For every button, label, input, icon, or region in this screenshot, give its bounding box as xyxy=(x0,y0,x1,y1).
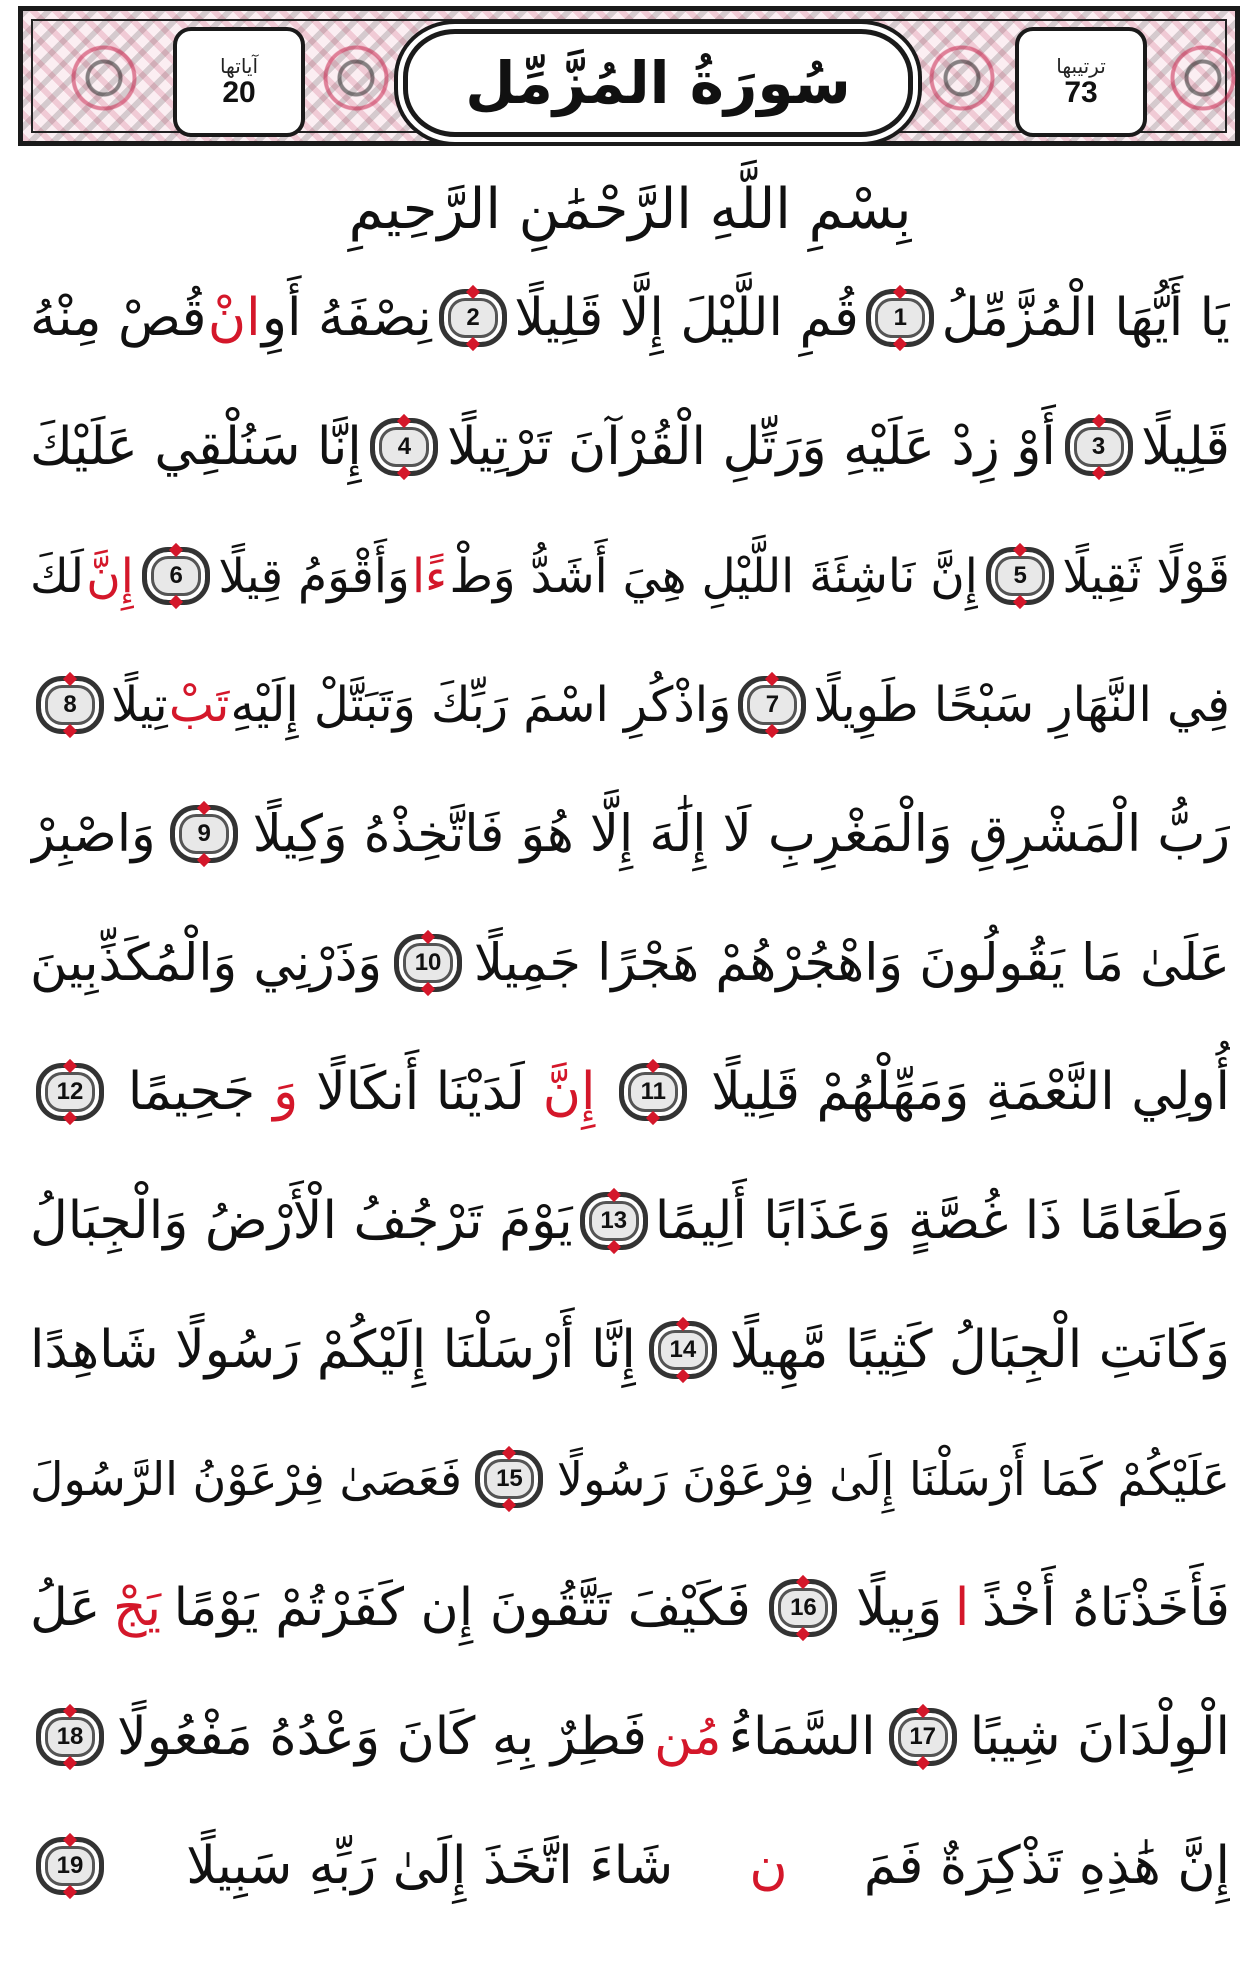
verse-line xyxy=(30,1552,1230,1664)
floral-ornament-icon xyxy=(917,33,1007,123)
verse-number-marker xyxy=(619,1063,687,1121)
floral-ornament-icon xyxy=(59,33,149,123)
tajweed-highlight-text: إِنَّ xyxy=(86,548,134,604)
verse-number: 12 xyxy=(56,1078,84,1105)
verse-number-marker xyxy=(580,1192,648,1250)
verse-number: 17 xyxy=(909,1723,937,1750)
verse-text: عَلُ xyxy=(30,1578,101,1638)
verse-text: فِي النَّهَارِ سَبْحًا طَوِيلًا xyxy=(813,677,1230,733)
basmala: بِسْمِ اللَّهِ الرَّحْمَٰنِ الرَّحِيمِ xyxy=(348,177,912,242)
verse-number: 1 xyxy=(893,304,907,331)
verse-number: 3 xyxy=(1091,433,1106,460)
verse-number: 2 xyxy=(466,304,480,331)
verse-number-marker xyxy=(370,418,438,476)
verse-text: يَا أَيُّهَا الْمُزَّمِّلُ xyxy=(941,288,1230,348)
verse-number: 11 xyxy=(640,1078,666,1105)
verse-count-label: آياتها xyxy=(219,53,259,78)
verse-number-marker xyxy=(1065,418,1133,476)
verse-number: 6 xyxy=(169,562,183,589)
verse-text: إِنَّ نَاشِئَةَ اللَّيْلِ هِيَ أَشَدُّ وَطْ xyxy=(449,548,978,604)
verse-count-medallion xyxy=(173,27,305,137)
tajweed-highlight-text: مُن xyxy=(654,1707,722,1767)
verse-text: إِنَّا أَرْسَلْنَا إِلَيْكُمْ رَسُولًا شَاهِدًا xyxy=(30,1320,636,1380)
verse-line xyxy=(30,1810,1230,1922)
verse-text: قُمِ اللَّيْلَ إِلَّا قَلِيلًا xyxy=(514,288,859,348)
verse-number-marker xyxy=(866,289,934,347)
verse-number: 18 xyxy=(56,1723,84,1750)
verse-number-marker xyxy=(394,934,462,992)
verse-number-marker xyxy=(36,1708,104,1766)
verse-text: نِصْفَهُ أَوِ xyxy=(261,288,432,348)
verse-number-marker xyxy=(738,676,806,734)
verse-text: قُصْ مِنْهُ xyxy=(30,288,207,348)
verse-number-marker xyxy=(36,1837,104,1895)
verse-line xyxy=(30,391,1230,503)
verse-number: 19 xyxy=(56,1852,84,1879)
verse-text: فَعَصَىٰ فِرْعَوْنُ الرَّسُولَ xyxy=(30,1452,462,1506)
floral-ornament-icon xyxy=(1163,33,1243,123)
verse-text: فَأَخَذْنَاهُ أَخْذً xyxy=(981,1578,1230,1638)
verse-number: 5 xyxy=(1013,562,1027,589)
tajweed-highlight-text: يَجْ xyxy=(113,1578,162,1638)
verse-number: 15 xyxy=(496,1465,523,1492)
surah-order-medallion xyxy=(1015,27,1147,137)
verse-text: السَّمَاءُ xyxy=(728,1707,876,1767)
verse-line xyxy=(30,778,1230,890)
tajweed-highlight-text: ن xyxy=(749,1836,788,1896)
surah-order-label: ترتيبها xyxy=(1056,53,1106,78)
verse-number: 8 xyxy=(63,691,77,718)
tajweed-highlight-text: انْ xyxy=(207,288,261,348)
verse-number: 9 xyxy=(197,820,211,847)
verse-number: 14 xyxy=(669,1336,697,1363)
verse-number-marker xyxy=(649,1321,717,1379)
verse-number-marker xyxy=(170,805,238,863)
verse-number-marker xyxy=(889,1708,957,1766)
verse-number-marker xyxy=(36,676,104,734)
verse-line xyxy=(30,520,1230,632)
verse-number: 7 xyxy=(765,691,780,718)
surah-order-number: 73 xyxy=(1064,75,1098,109)
verse-text: أُولِي النَّعْمَةِ وَمَهِّلْهُمْ قَلِيلًا xyxy=(711,1062,1230,1122)
verse-line xyxy=(30,1423,1230,1535)
tajweed-highlight-text: ا xyxy=(954,1578,970,1638)
verse-text: رَبُّ الْمَشْرِقِ وَالْمَغْرِبِ لَا إِلَٰهَ إِلَّا هُوَ فَاتَّخِذْهُ وَكِيلًا xyxy=(252,804,1230,864)
verse-number-marker xyxy=(439,289,507,347)
verse-text: وَاصْبِرْ xyxy=(30,804,156,864)
verse-text: لَكَ xyxy=(30,548,84,604)
verse-number: 16 xyxy=(790,1594,817,1621)
floral-ornament-icon xyxy=(311,33,401,123)
verse-text: قَوْلًا ثَقِيلًا xyxy=(1062,548,1230,604)
verse-line xyxy=(30,649,1230,761)
verse-line xyxy=(30,1165,1230,1277)
verse-text: لَدَيْنَا أَنكَالًا xyxy=(316,1062,525,1122)
verse-text: أَوْ زِدْ عَلَيْهِ وَرَتِّلِ الْقُرْآنَ تَرْتِيلًا xyxy=(447,417,1056,477)
verse-text: إِنَّ هَٰذِهِ تَذْكِرَةٌ فَمَ xyxy=(863,1836,1230,1896)
surah-title: سُورَةُ المُزَّمِّل xyxy=(465,49,851,117)
verse-text: إِنَّا سَنُلْقِي عَلَيْكَ xyxy=(30,417,362,477)
verse-text: فَطِرٌ بِهِ كَانَ وَعْدُهُ مَفْعُولًا xyxy=(117,1707,647,1767)
verse-text: جَحِيمًا xyxy=(127,1062,256,1122)
verse-line xyxy=(30,1036,1230,1148)
verse-text: وَاذْكُرِ اسْمَ رَبِّكَ وَتَبَتَّلْ إِلَيْهِ xyxy=(230,677,732,733)
verse-line xyxy=(30,262,1230,374)
verse-text: قَلِيلًا xyxy=(1141,417,1230,477)
verse-text: يَوْمَ تَرْجُفُ الْأَرْضُ وَالْجِبَالُ xyxy=(30,1191,573,1251)
verse-text: الْوِلْدَانَ شِيبًا xyxy=(969,1707,1230,1767)
verse-text: عَلَيْكُمْ كَمَا أَرْسَلْنَا إِلَىٰ فِرْعَوْنَ رَسُولًا xyxy=(556,1452,1230,1506)
verse-number-marker xyxy=(142,547,210,605)
verse-text: فَكَيْفَ تَتَّقُونَ إِن كَفَرْتُمْ يَوْمًا xyxy=(173,1578,751,1638)
verse-text: وَبِيلًا xyxy=(855,1578,943,1638)
verse-text: عَلَىٰ مَا يَقُولُونَ وَاهْجُرْهُمْ هَجْرًا جَمِيلًا xyxy=(474,933,1230,993)
verse-text: وَطَعَامًا ذَا غُصَّةٍ وَعَذَابًا أَلِيمًا xyxy=(654,1191,1230,1251)
verse-line xyxy=(30,907,1230,1019)
verse-number: 10 xyxy=(414,949,442,976)
verse-text: وَأَقْوَمُ قِيلًا xyxy=(218,548,410,604)
verse-number-marker xyxy=(475,1450,543,1508)
verse-text: وَذَرْنِي وَالْمُكَذِّبِينَ xyxy=(30,933,383,993)
verse-line xyxy=(30,1294,1230,1406)
verse-number-marker xyxy=(36,1063,104,1121)
verse-number: 4 xyxy=(397,433,412,460)
verse-text: تِيلًا xyxy=(111,677,168,733)
verse-number-marker xyxy=(769,1579,837,1637)
verse-number: 13 xyxy=(600,1207,628,1234)
tajweed-highlight-text: تَبْ xyxy=(168,677,230,733)
tajweed-highlight-text: ءًا xyxy=(411,548,448,604)
surah-header-band xyxy=(18,6,1240,146)
verse-text: شَاءَ اتَّخَذَ إِلَىٰ رَبِّهِ سَبِيلًا xyxy=(186,1836,674,1896)
verse-number-marker xyxy=(986,547,1054,605)
tajweed-highlight-text: وَ xyxy=(273,1062,299,1122)
verse-text: وَكَانَتِ الْجِبَالُ كَثِيبًا مَّهِيلًا xyxy=(729,1320,1230,1380)
tajweed-highlight-text: إِنَّ xyxy=(542,1062,596,1122)
surah-title-cartouche xyxy=(403,29,913,137)
verse-line xyxy=(30,1681,1230,1793)
verse-count-number: 20 xyxy=(222,75,256,109)
